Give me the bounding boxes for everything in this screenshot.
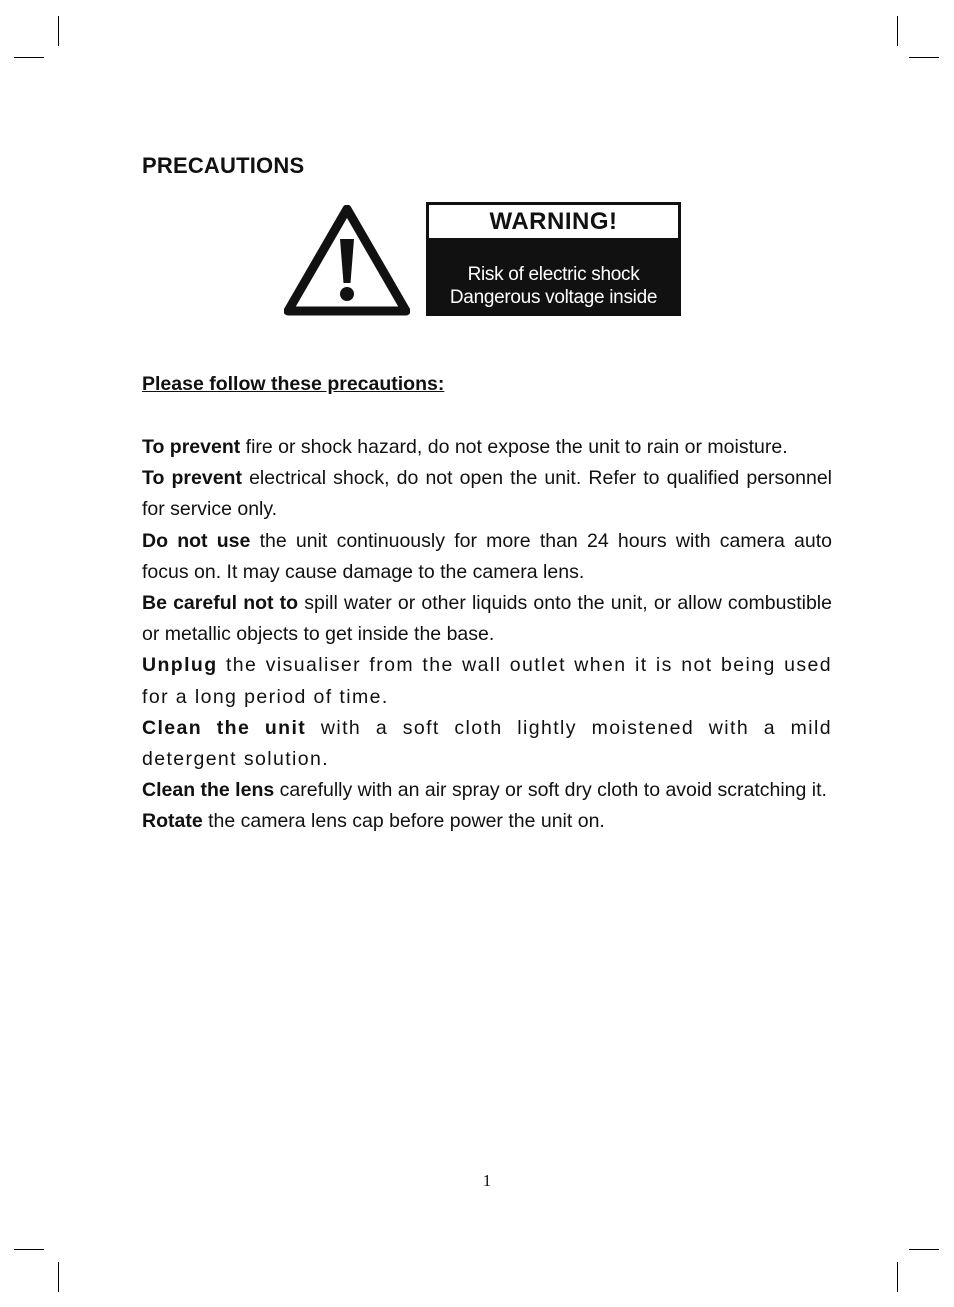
warning-label bbox=[426, 202, 681, 316]
precaution-lead: Be careful not to bbox=[142, 592, 299, 615]
precaution-text: the unit continuously for more than 24 hours with camera auto focus on. It may cause damage to the camera lens. bbox=[142, 529, 832, 583]
crop-mark bbox=[58, 16, 59, 46]
precaution-lead: Clean the lens bbox=[142, 779, 275, 802]
crop-mark bbox=[909, 1249, 939, 1250]
precautions-subheading: Please follow these precautions: bbox=[142, 373, 445, 395]
precaution-text: with a soft cloth lightly moistened with a mild detergent solution. bbox=[142, 716, 832, 771]
precaution-item bbox=[142, 588, 832, 650]
precaution-lead: Clean the unit bbox=[142, 716, 307, 739]
warning-graphic bbox=[276, 193, 686, 325]
precaution-text: spill water or other liquids onto the unit, or allow combustible or metallic objects to get inside the base. bbox=[142, 592, 832, 646]
warning-line-2: Dangerous voltage inside bbox=[449, 287, 658, 308]
crop-mark bbox=[897, 16, 898, 46]
exclamation-triangle-icon bbox=[284, 205, 410, 317]
crop-mark bbox=[14, 1249, 44, 1250]
precaution-item bbox=[142, 526, 832, 588]
crop-mark bbox=[14, 57, 44, 58]
precautions-list bbox=[142, 432, 832, 838]
precaution-lead: To prevent bbox=[142, 436, 241, 458]
warning-line-1: Risk of electric shock bbox=[467, 264, 640, 285]
precaution-lead: Rotate bbox=[142, 810, 203, 833]
precaution-item bbox=[142, 806, 832, 837]
crop-mark bbox=[58, 1262, 59, 1292]
precaution-text: fire or shock hazard, do not expose the unit to rain or moisture. bbox=[240, 436, 788, 458]
precaution-text: the camera lens cap before power the unit on. bbox=[202, 810, 605, 833]
precaution-lead: Unplug bbox=[142, 654, 218, 677]
page-number: 1 bbox=[482, 1171, 492, 1190]
crop-mark bbox=[897, 1262, 898, 1292]
precaution-text: electrical shock, do not open the unit. Refer to qualified personnel for service only. bbox=[142, 467, 833, 521]
crop-mark bbox=[909, 57, 939, 58]
page-title: PRECAUTIONS bbox=[142, 153, 305, 178]
precaution-item bbox=[142, 432, 832, 463]
precaution-lead: To prevent bbox=[142, 467, 242, 490]
precaution-item bbox=[142, 775, 832, 806]
precaution-text: the visualiser from the wall outlet when it is not being used for a long period of time. bbox=[142, 654, 832, 708]
precaution-item bbox=[142, 650, 832, 712]
precaution-item bbox=[142, 463, 832, 525]
precaution-lead: Do not use bbox=[142, 529, 251, 552]
precaution-text: carefully with an air spray or soft dry cloth to avoid scratching it. bbox=[274, 779, 827, 802]
precaution-item bbox=[142, 713, 832, 775]
warning-heading: WARNING! bbox=[429, 205, 678, 238]
